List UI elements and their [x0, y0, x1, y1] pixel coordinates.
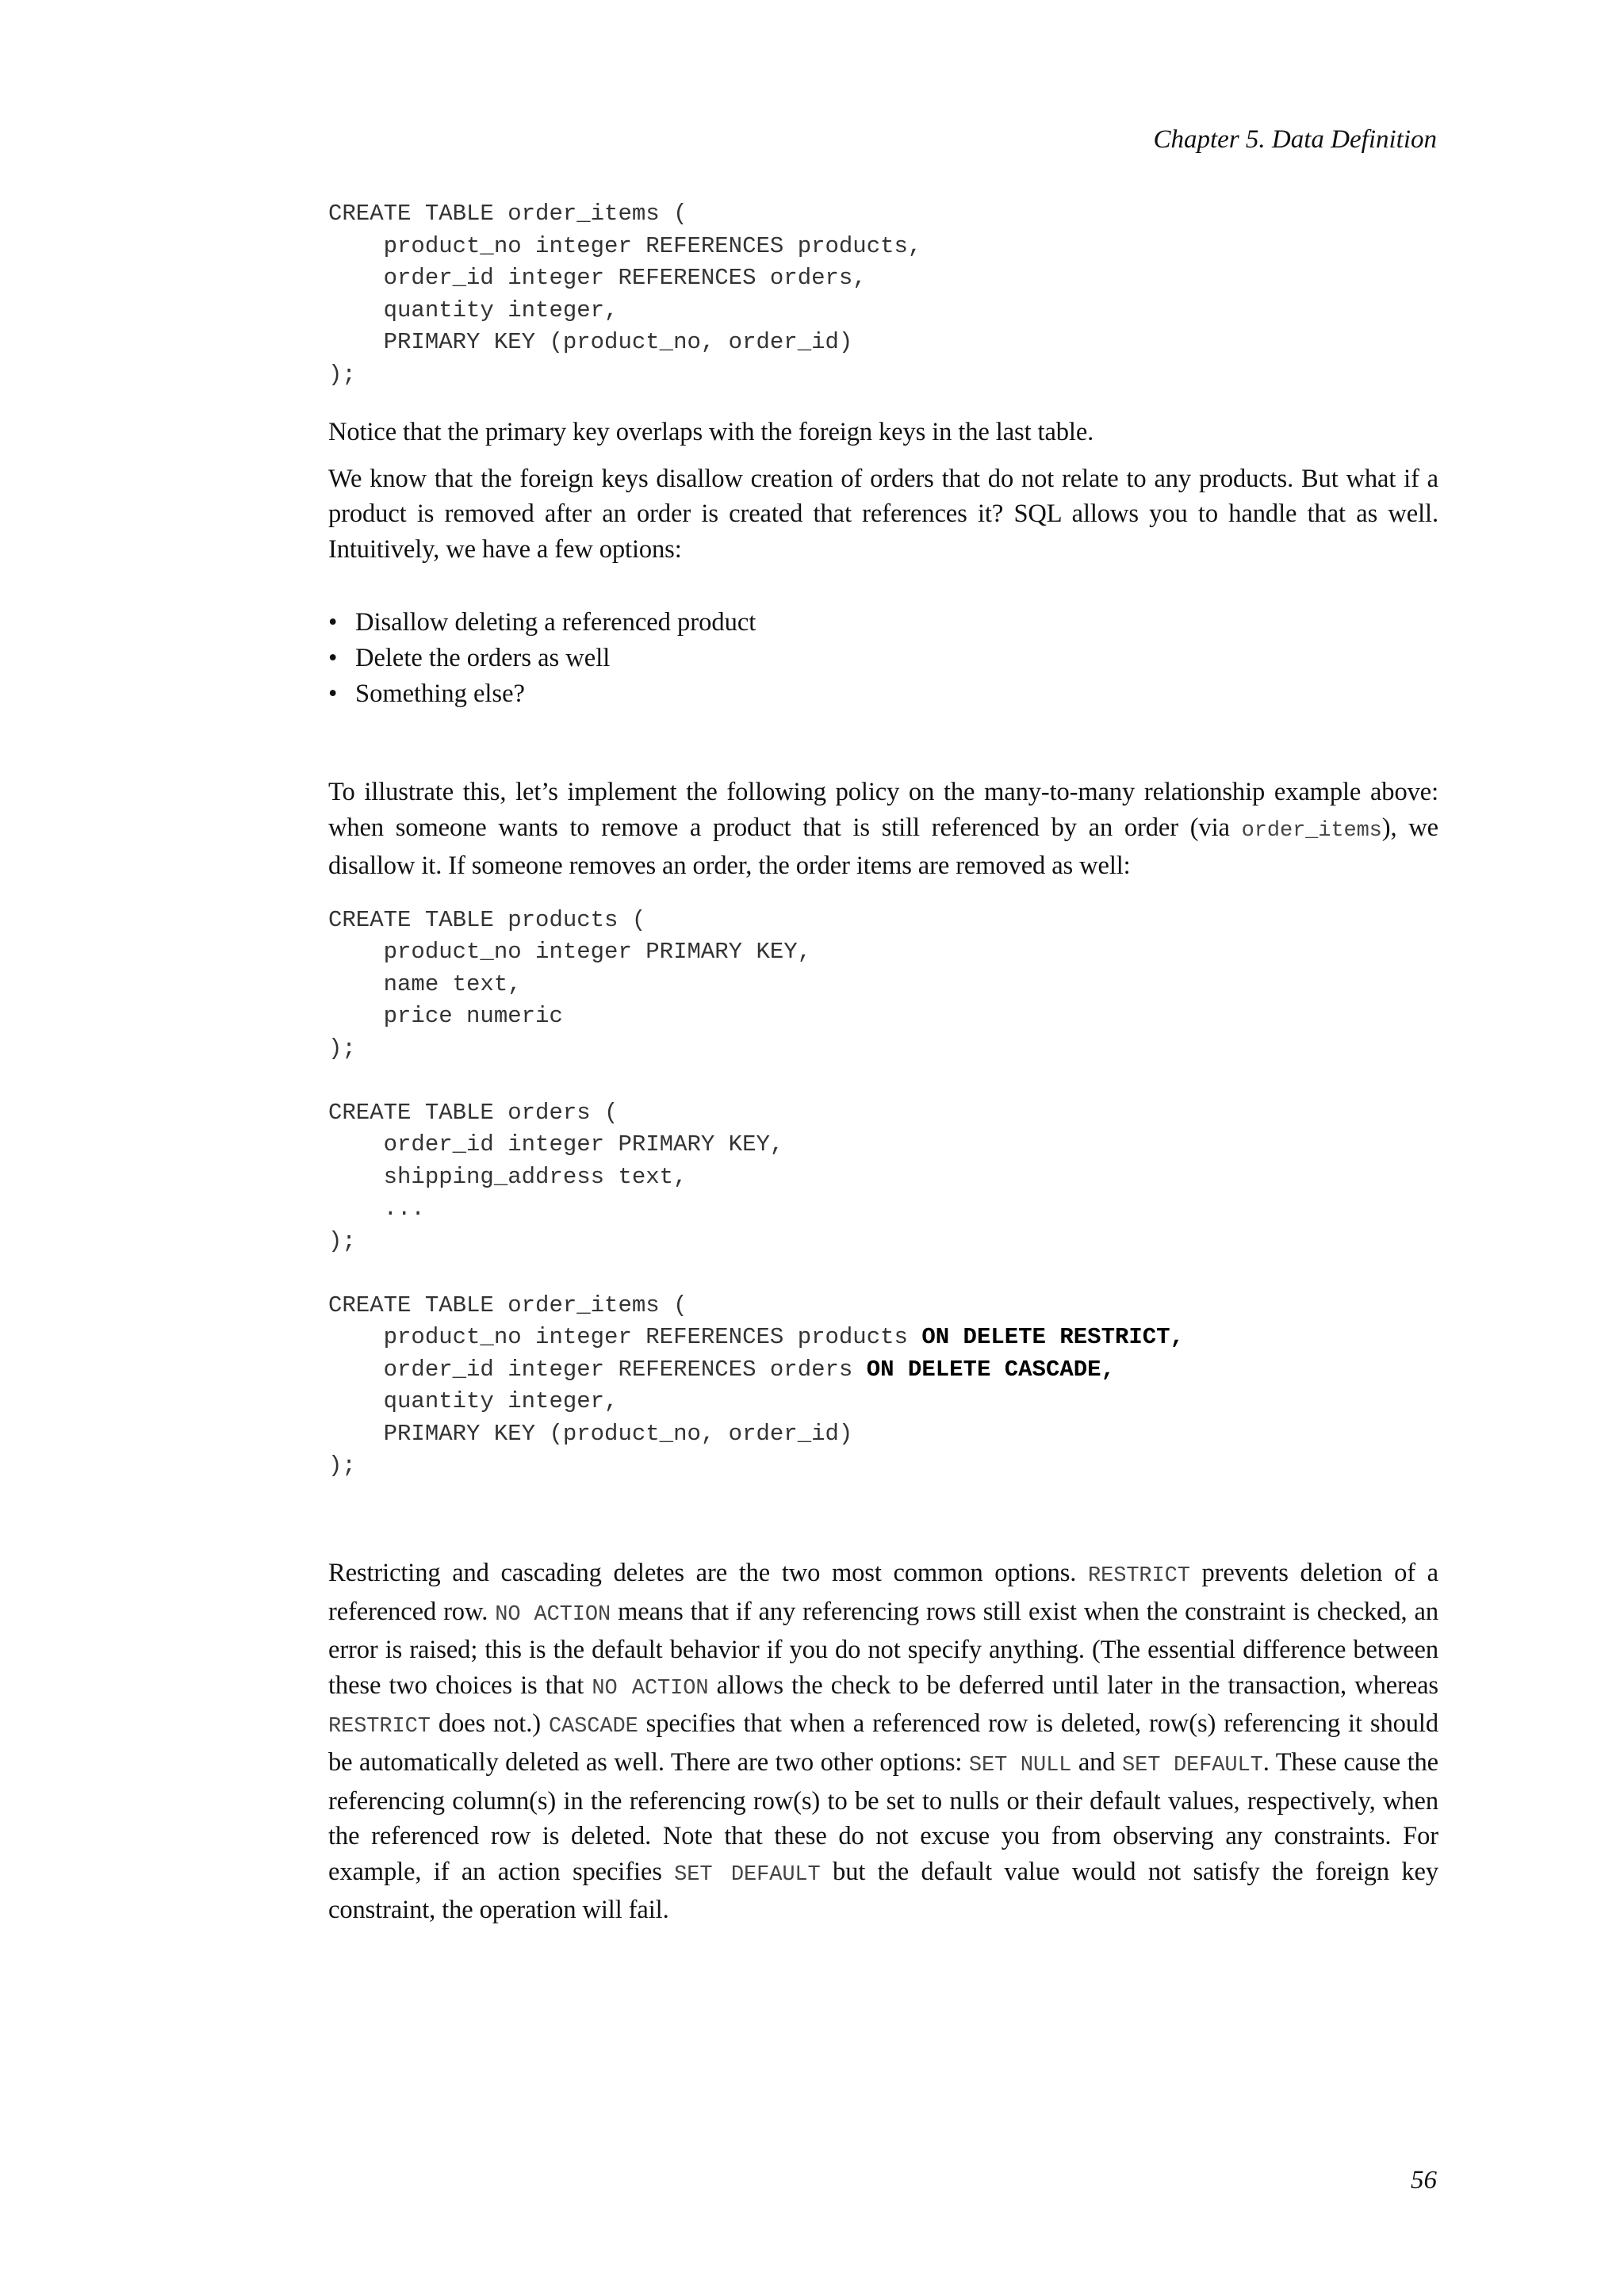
inline-code: NO ACTION: [495, 1602, 611, 1627]
paragraph-primary-key-note: Notice that the primary key overlaps with the foreign keys in the last table.: [328, 418, 1094, 446]
list-item-text: Something else?: [355, 679, 525, 708]
code-text: product_no integer REFERENCES products: [328, 1324, 922, 1351]
bullet-icon: •: [328, 608, 338, 637]
bullet-icon: •: [328, 679, 338, 708]
code-keyword-bold: ON DELETE RESTRICT,: [921, 1324, 1184, 1351]
code-line: [328, 1322, 1438, 1354]
running-head: Chapter 5. Data Definition: [1153, 125, 1437, 154]
code-text: order_id integer REFERENCES orders: [328, 1356, 867, 1383]
list-item: [328, 676, 1438, 712]
code-keyword-bold: ON DELETE CASCADE,: [866, 1356, 1115, 1383]
inline-code: SET NULL: [968, 1753, 1072, 1777]
code-line: );: [328, 361, 356, 388]
code-line: PRIMARY KEY (product_no, order_id): [328, 1420, 853, 1447]
code-line: CREATE TABLE order_items (: [328, 201, 688, 227]
code-line: product_no integer PRIMARY KEY,: [328, 939, 812, 966]
text-run: prevents deletion of a referenced row.: [328, 1558, 1438, 1626]
options-list: [328, 605, 1438, 711]
text-run: does not.): [430, 1709, 549, 1739]
code-line: shipping_address text,: [328, 1163, 688, 1190]
code-line: );: [328, 1227, 356, 1254]
page-content: [328, 198, 1438, 1928]
code-line: product_no integer REFERENCES products,: [328, 232, 922, 259]
inline-code: SET DEFAULT: [674, 1862, 821, 1887]
page-number: 56: [1411, 2166, 1437, 2195]
text-run: means that if any referencing rows still exist when the constraint is checked, an error is raised; this is the default behavior if you do not specify anything. (The essential difference between these two choices is that: [328, 1597, 1438, 1700]
list-item: [328, 605, 1438, 641]
code-line: quantity integer,: [328, 297, 619, 323]
paragraph-foreign-keys: We know that the foreign keys disallow creation of orders that do not relate to any products. But what if a product is removed after an order is created that references it? SQL allows you to handle that as well. Intuitively, we have a few options:: [328, 464, 1438, 564]
paragraph-illustrate-policy: [328, 775, 1438, 884]
inline-code: order_items: [1241, 818, 1382, 843]
code-line: order_id integer REFERENCES orders,: [328, 265, 867, 291]
text-run: . These cause the referencing column(s) in the referencing row(s) to be set to nulls or their default values, respectively, when the referenced row is deleted. Note that these do not excuse you from observing any constraints. For example, if an action specifies: [328, 1747, 1438, 1886]
inline-code: RESTRICT: [1088, 1563, 1190, 1588]
list-item: [328, 641, 1438, 676]
code-line: ...: [328, 1196, 425, 1223]
text-run: To illustrate this, let’s implement the following policy on the many-to-many relationship example above: when someone wants to remove a product that is still referenced by an order (via: [328, 778, 1438, 842]
code-line: CREATE TABLE products (: [328, 906, 646, 933]
inline-code: RESTRICT: [328, 1715, 431, 1739]
code-line: CREATE TABLE order_items (: [328, 1292, 688, 1318]
code-line: [328, 1354, 1438, 1387]
code-block-order-items-2: [328, 1290, 1438, 1483]
text-run: but the default value would not satisfy the foreign key constraint, the operation will fail.: [328, 1857, 1438, 1925]
bullet-icon: •: [328, 643, 338, 672]
inline-code: CASCADE: [548, 1715, 638, 1739]
text-run: allows the check to be deferred until later in the transaction, whereas: [708, 1670, 1438, 1700]
code-line: price numeric: [328, 1003, 563, 1030]
code-block-products: [328, 905, 1438, 1066]
code-line: order_id integer PRIMARY KEY,: [328, 1131, 784, 1158]
text-run: Restricting and cascading deletes are the two most common options.: [328, 1558, 1089, 1587]
code-line: );: [328, 1035, 356, 1062]
inline-code: NO ACTION: [592, 1676, 709, 1701]
paragraph-restrict-cascade: [328, 1556, 1438, 1928]
text-run: ), we disallow it. If someone removes an order, the order items are removed as well:: [328, 813, 1439, 881]
text-run: specifies that when a referenced row is deleted, row(s) referencing it should be automatically deleted as well. There are two other options:: [328, 1709, 1438, 1777]
code-block-order-items-1: [328, 198, 1438, 391]
inline-code: SET DEFAULT: [1122, 1753, 1263, 1777]
code-line: PRIMARY KEY (product_no, order_id): [328, 329, 853, 355]
code-line: CREATE TABLE orders (: [328, 1099, 619, 1126]
text-run: and: [1071, 1747, 1123, 1777]
list-item-text: Delete the orders as well: [355, 643, 611, 672]
code-line: quantity integer,: [328, 1388, 619, 1415]
code-line: name text,: [328, 970, 522, 997]
list-item-text: Disallow deleting a referenced product: [355, 608, 756, 637]
code-block-orders: [328, 1097, 1438, 1258]
code-line: );: [328, 1452, 356, 1479]
